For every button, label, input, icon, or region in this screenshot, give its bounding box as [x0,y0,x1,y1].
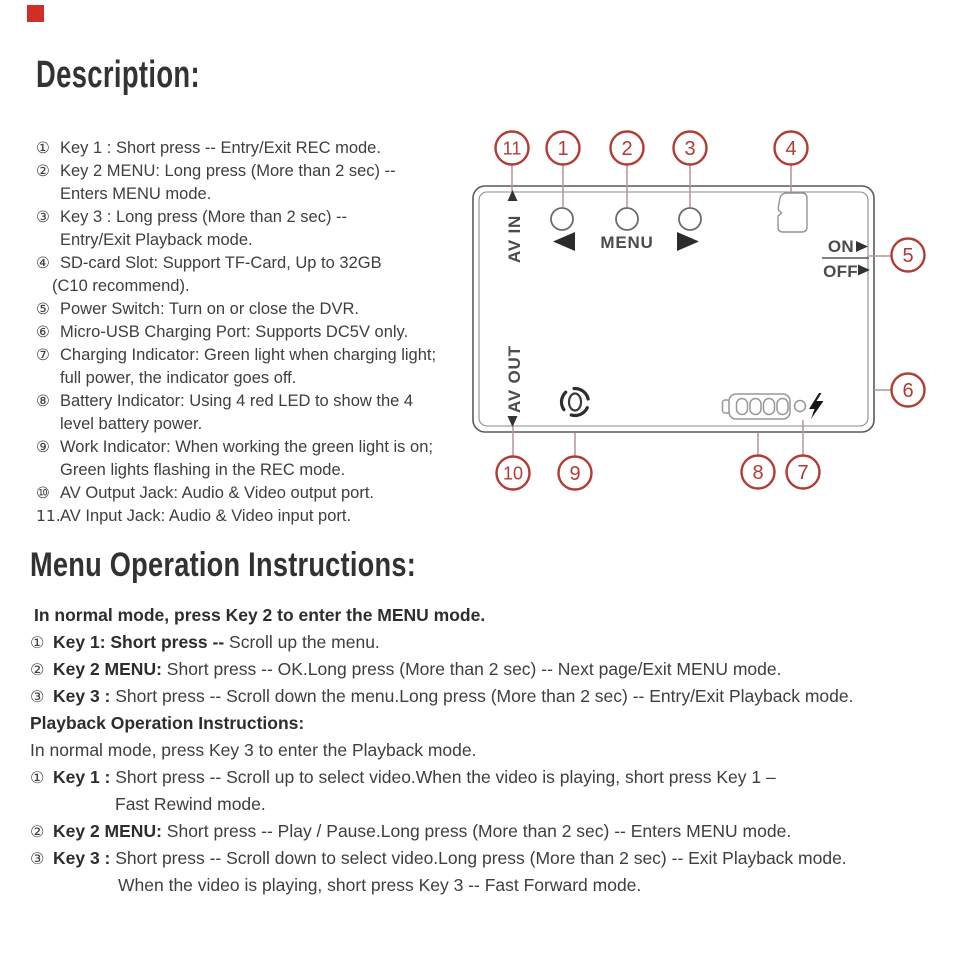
item-text: Enters MENU mode. [60,185,212,203]
sd-card-slot [778,193,807,232]
item-marker: ③ [36,208,50,226]
callout-6 [892,374,925,407]
item-marker: ⑩ [36,484,50,502]
item-marker: ① [36,139,50,157]
instruction-text: Short press -- Scroll down the menu.Long press (More than 2 sec) -- Entry/Exit Playback mode. [110,686,854,706]
instruction-line [30,683,853,710]
item-text: full power, the indicator goes off. [60,369,297,387]
instruction-text: Short press -- Scroll down to select video.Long press (More than 2 sec) -- Exit Playback mode. [110,848,847,868]
callout-2 [611,132,644,165]
instruction-bold: Key 1 : [53,767,111,787]
callout-number: 5 [902,245,914,267]
callout-number: 11 [502,138,522,159]
item-marker: ⑨ [36,438,50,456]
instruction-text: Short press -- Play / Pause.Long press (More than 2 sec) -- Enters MENU mode. [161,821,792,841]
item-marker: ① [30,633,45,652]
instruction-line [30,629,853,656]
callout-10 [497,457,530,490]
item-text: Green lights flashing in the REC mode. [60,461,346,479]
instruction-line [30,737,853,764]
callout-4 [775,132,808,165]
callout-number: 2 [621,138,633,160]
instruction-text: Scroll up the menu. [224,632,380,652]
item-marker: 11. [36,507,61,525]
callout-1 [547,132,580,165]
item-text: Key 1 : Short press -- Entry/Exit REC mode. [60,139,381,157]
item-marker: ④ [36,254,50,272]
instruction-line [30,710,853,737]
instruction-line [30,656,853,683]
item-marker: ⑧ [36,392,50,410]
instruction-bold: Key 2 MENU: [53,821,162,841]
instruction-line-continuation [30,791,853,818]
callout-number: 10 [502,463,524,484]
instruction-text: Short press -- Scroll up to select video.When the video is playing, short press Key 1 – [110,767,776,787]
item-text: Work Indicator: When working the green light is on; [60,438,433,456]
item-text: (C10 recommend). [52,277,190,295]
item-text: Power Switch: Turn on or close the DVR. [60,300,359,318]
instruction-line [30,764,853,791]
callout-number: 6 [902,380,914,402]
av-in-label: AV IN [505,214,524,263]
item-marker: ② [36,162,50,180]
item-text: level battery power. [60,415,203,433]
description-heading: Description: [36,54,200,96]
instruction-line-continuation [30,872,853,899]
item-marker: ③ [30,687,45,706]
item-text: AV Input Jack: Audio & Video input port. [60,507,352,525]
item-marker: ⑦ [36,346,50,364]
key3-button [679,208,701,230]
callout-9 [559,457,592,490]
power-on-label: ON [827,237,854,256]
instruction-line [30,818,853,845]
item-text: Battery Indicator: Using 4 red LED to show the 4 [60,392,414,410]
battery-indicator-icon [723,394,791,419]
item-marker: ② [30,660,45,679]
item-marker: ① [30,768,45,787]
item-text: SD-card Slot: Support TF-Card, Up to 32GB [60,254,382,272]
av-out-label: AV OUT [505,345,524,413]
instruction-line [30,845,853,872]
instruction-text: Short press -- OK.Long press (More than 2 sec) -- Next page/Exit MENU mode. [161,659,782,679]
instruction-text: When the video is playing, short press Key 3 -- Fast Forward mode. [118,875,642,895]
callout-number: 8 [752,462,764,484]
item-text: Entry/Exit Playback mode. [60,231,253,249]
callout-number: 3 [684,138,696,160]
item-text: Charging Indicator: Green light when charging light; [60,346,437,364]
callout-number: 4 [785,138,797,160]
instruction-bold: Key 1: Short press -- [53,632,225,652]
item-text: AV Output Jack: Audio & Video output port. [60,484,375,502]
key2-menu-button [616,208,638,230]
menu-label: MENU [600,233,654,252]
instruction-text: Fast Rewind mode. [115,794,266,814]
instruction-bold: In normal mode, press Key 2 to enter the MENU mode. [34,605,486,625]
device-outline [473,186,874,432]
item-marker: ⑥ [36,323,50,341]
item-text: Micro-USB Charging Port: Supports DC5V only. [60,323,409,341]
callout-number: 1 [557,138,569,160]
menu-instructions-heading: Menu Operation Instructions: [30,546,417,584]
callout-8 [742,456,775,489]
instruction-bold: Playback Operation Instructions: [30,713,305,733]
callout-3 [674,132,707,165]
instruction-line [30,602,853,629]
instruction-bold: Key 3 : [53,686,111,706]
power-off-label: OFF [823,262,858,281]
item-marker: ② [30,822,45,841]
callout-7 [787,456,820,489]
item-marker: ③ [30,849,45,868]
instruction-bold: Key 3 : [53,848,111,868]
callout-11 [496,132,529,165]
item-marker: ⑤ [36,300,50,318]
menu-instructions-list [30,602,853,899]
callout-number: 9 [569,463,581,485]
item-text: Key 2 MENU: Long press (More than 2 sec) -- [60,162,396,180]
instruction-text: In normal mode, press Key 3 to enter the Playback mode. [30,740,477,760]
instruction-bold: Key 2 MENU: [53,659,162,679]
charging-led-icon [795,401,806,412]
callout-5 [892,239,925,272]
key1-button [551,208,573,230]
item-text: Key 3 : Long press (More than 2 sec) -- [60,208,348,226]
callout-number: 7 [797,462,809,484]
